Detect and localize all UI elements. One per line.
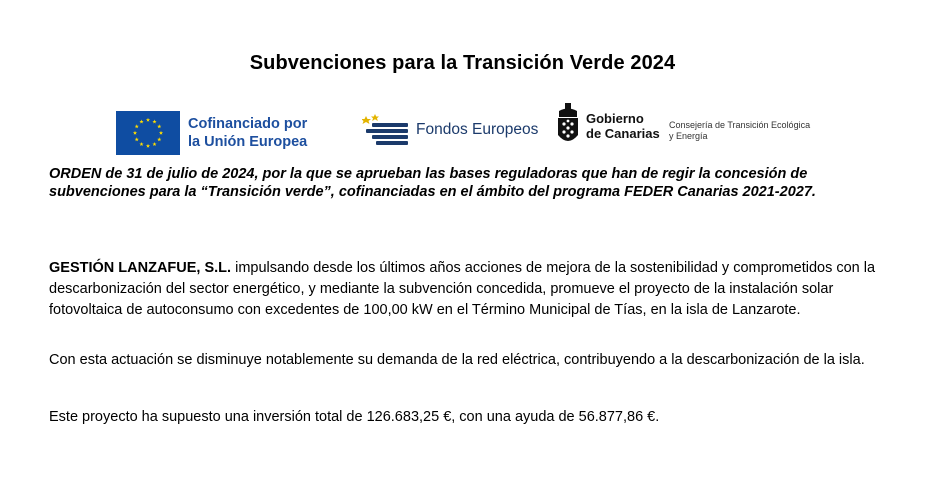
order-paragraph: ORDEN de 31 de julio de 2024, por la que se aprueban las bases reguladoras que han de regir la concesión de subvenciones para la “Transición verde”, cofinanciadas en el ámbito del programa FEDER Canarias 2021-2027.	[49, 166, 816, 200]
canarias-coat-of-arms-icon	[556, 103, 580, 149]
gobierno-line2: de Canarias	[586, 126, 660, 141]
consejeria-line2: y Energía	[669, 131, 708, 141]
company-paragraph	[49, 258, 889, 321]
gobierno-line1: Gobierno	[586, 111, 644, 126]
investment-paragraph: Este proyecto ha supuesto una inversión total de 126.683,25 €, con una ayuda de 56.877,86 €.	[49, 409, 660, 425]
fondos-europeos-text: Fondos Europeos	[416, 121, 539, 138]
impact-paragraph: Con esta actuación se disminuye notablemente su demanda de la red eléctrica, contribuyendo a la descarbonización de la isla.	[49, 352, 865, 368]
eu-flag-icon	[116, 111, 180, 155]
eu-logo-line1: Cofinanciado por	[188, 116, 308, 132]
fondos-europeos-logo	[362, 112, 538, 148]
company-paragraph-text: impulsando desde los últimos años acciones de mejora de la sostenibilidad y comprometidos con la descarbonización del sector energético, y mediante la subvención concedida, promueve el proyecto de la instalación solar fotovoltaica de autoconsumo con excedentes de 100,00 kW en el Término Municipal de Tías, en la isla de Lanzarote.	[49, 260, 876, 318]
eu-logo-line2: la Unión Europea	[188, 134, 308, 150]
page-title: Subvenciones para la Transición Verde 2024	[249, 52, 676, 74]
fondos-europeos-icon	[362, 112, 410, 148]
gobierno-canarias-text	[586, 111, 660, 141]
eu-cofinanciado-logo	[116, 111, 307, 155]
consejeria-line1: Consejería de Transición Ecológica	[669, 120, 811, 130]
company-name: GESTIÓN LANZAFUE, S.L.	[49, 260, 232, 276]
consejeria-text	[669, 120, 810, 142]
eu-logo-text	[188, 115, 307, 151]
gobierno-canarias-logo	[556, 103, 660, 149]
